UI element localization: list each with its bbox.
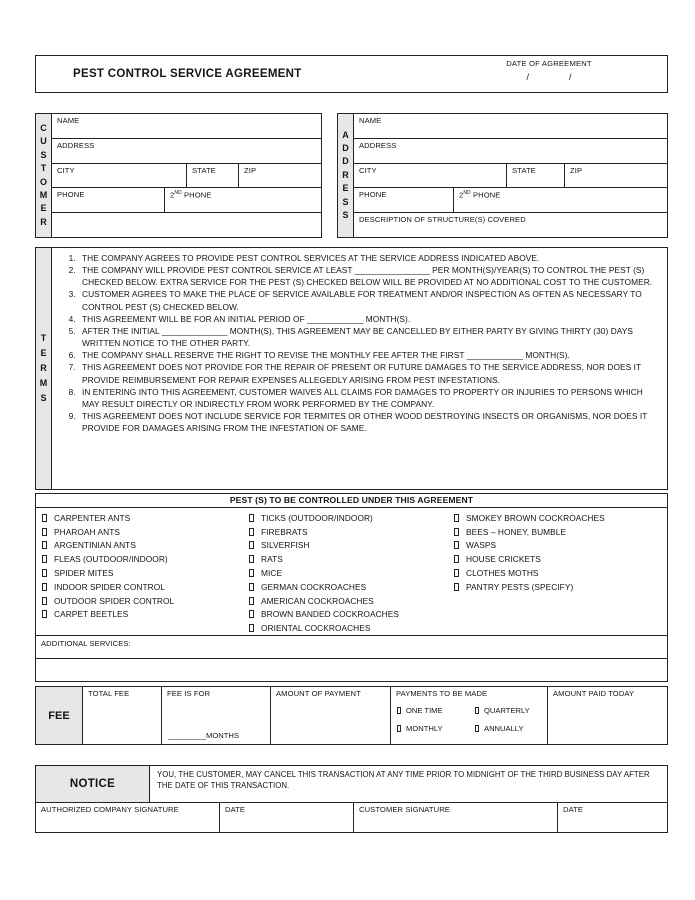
pest-option[interactable]: GERMAN COCKROACHES — [249, 580, 454, 594]
customer-extra-field[interactable] — [52, 213, 321, 237]
checkbox-icon[interactable] — [454, 569, 459, 577]
notice-section — [35, 765, 668, 802]
company-signature-date-label: DATE — [225, 805, 246, 814]
checkbox-icon[interactable] — [42, 583, 47, 591]
customer-address-label: ADDRESS — [57, 140, 95, 150]
term-item: 5. AFTER THE INITIAL ______________ MONTH(S), THIS AGREEMENT MAY BE CANCELLED BY EITHER PARTY BY GIVING THIRTY (30) DAYS WRITTEN NOTICE TO THE OTHER PARTY. — [78, 325, 661, 349]
additional-services-label: ADDITIONAL SERVICES: — [41, 639, 131, 648]
pests-column-3 — [454, 511, 664, 635]
service-second-phone-label: 2ND PHONE — [459, 190, 501, 200]
pest-option[interactable]: BROWN BANDED COCKROACHES — [249, 608, 454, 622]
date-slash: / — [526, 72, 529, 82]
service-address-field[interactable] — [354, 139, 667, 163]
address-side-label: ADDRESS — [342, 129, 349, 221]
checkbox-icon[interactable] — [249, 597, 254, 605]
fee-side-label: FEE — [36, 687, 82, 744]
pests-section-title: PEST (S) TO BE CONTROLLED UNDER THIS AGREEMENT — [36, 494, 667, 508]
customer-zip-label: ZIP — [244, 165, 257, 175]
service-second-phone-field[interactable] — [453, 188, 667, 212]
checkbox-icon[interactable] — [249, 541, 254, 549]
customer-signature-date-field[interactable] — [557, 803, 667, 832]
payment-option-annually[interactable]: ANNUALLY — [475, 724, 547, 733]
customer-side-strip — [36, 114, 52, 237]
form-header — [35, 55, 668, 93]
checkbox-icon[interactable] — [42, 541, 47, 549]
pests-section — [35, 493, 668, 682]
amount-paid-today-field[interactable] — [547, 687, 667, 744]
checkbox-icon[interactable] — [42, 610, 47, 618]
terms-section — [35, 247, 668, 490]
term-item: 6. THE COMPANY SHALL RESERVE THE RIGHT TO REVISE THE MONTHLY FEE AFTER THE FIRST ____________ MONTH(S). — [78, 349, 661, 361]
term-item: 3. CUSTOMER AGREES TO MAKE THE PLACE OF SERVICE AVAILABLE FOR TREATMENT AND/OR INSPECTION AS OFTEN AS NECESSARY TO CONTROL PEST (S) CHECKED BELOW. — [78, 288, 661, 312]
pest-option[interactable]: WASPS — [454, 539, 664, 553]
checkbox-icon[interactable] — [397, 725, 401, 732]
service-name-field[interactable] — [354, 114, 667, 138]
term-item: 2. THE COMPANY WILL PROVIDE PEST CONTROL SERVICE AT LEAST ________________ PER MONTH(S)/YEAR(S) TO CONTROL THE PEST (S) CHECKED BELOW. EXTRA SERVICE FOR THE PEST (S) CHECKED BELOW WILL BE PROVIDED AT NO ADDITIONAL COST TO THE CUSTOMER. — [78, 264, 661, 288]
fee-is-for-label: FEE IS FOR — [167, 689, 211, 698]
terms-side-strip — [36, 248, 52, 489]
checkbox-icon[interactable] — [249, 514, 254, 522]
pest-option[interactable]: PANTRY PESTS (SPECIFY) — [454, 580, 664, 594]
pest-option[interactable]: SPIDER MITES — [42, 566, 249, 580]
structure-description-field[interactable] — [354, 213, 667, 237]
pest-option[interactable]: ARGENTINIAN ANTS — [42, 539, 249, 553]
pest-option[interactable]: FLEAS (OUTDOOR/INDOOR) — [42, 552, 249, 566]
pest-option[interactable]: SILVERFISH — [249, 539, 454, 553]
checkbox-icon[interactable] — [42, 569, 47, 577]
checkbox-icon[interactable] — [475, 707, 479, 714]
notice-text: YOU, THE CUSTOMER, MAY CANCEL THIS TRANSACTION AT ANY TIME PRIOR TO MIDNIGHT OF THE THIRD BUSINESS DAY AFTER THE DATE OF THIS TRANSACTION. — [157, 770, 650, 790]
customer-city-label: CITY — [57, 165, 75, 175]
checkbox-icon[interactable] — [249, 569, 254, 577]
amount-paid-today-label: AMOUNT PAID TODAY — [553, 689, 635, 698]
pest-option[interactable]: OUTDOOR SPIDER CONTROL — [42, 594, 249, 608]
pest-option[interactable]: INDOOR SPIDER CONTROL — [42, 580, 249, 594]
service-city-label: CITY — [359, 165, 377, 175]
fee-months-blank[interactable]: _________MONTHS — [168, 731, 239, 740]
date-slash: / — [569, 72, 572, 82]
service-address-label: ADDRESS — [359, 140, 397, 150]
pest-option[interactable]: HOUSE CRICKETS — [454, 552, 664, 566]
customer-city-field[interactable] — [52, 164, 186, 188]
authorized-company-signature-field[interactable] — [36, 803, 219, 832]
checkbox-icon[interactable] — [397, 707, 401, 714]
page-title: PEST CONTROL SERVICE AGREEMENT — [73, 68, 302, 80]
customer-state-label: STATE — [192, 165, 216, 175]
additional-services-extra-field[interactable] — [36, 658, 667, 683]
pest-option[interactable]: TICKS (OUTDOOR/INDOOR) — [249, 511, 454, 525]
checkbox-icon[interactable] — [454, 514, 459, 522]
checkbox-icon[interactable] — [249, 555, 254, 563]
checkbox-icon[interactable] — [249, 583, 254, 591]
amount-of-payment-label: AMOUNT OF PAYMENT — [276, 689, 361, 698]
term-item: 9. THIS AGREEMENT DOES NOT INCLUDE SERVICE FOR TERMITES OR OTHER WOOD DESTROYING INSECTS OR ORGANISMS, NOR DOES IT PROVIDE FOR DAMAGES ARISING FROM THE INFESTATION OF SAME. — [78, 410, 661, 434]
customer-section — [35, 113, 322, 238]
payments-to-be-made-field — [390, 687, 547, 744]
service-phone-field[interactable] — [354, 188, 453, 212]
terms-list — [52, 252, 661, 434]
customer-signature-label: CUSTOMER SIGNATURE — [359, 805, 450, 814]
fee-section — [35, 686, 668, 745]
notice-side-label: NOTICE — [36, 766, 150, 802]
customer-phone-field[interactable] — [52, 188, 164, 212]
term-item: 7. THIS AGREEMENT DOES NOT PROVIDE FOR THE REPAIR OF PRESENT OR FUTURE DAMAGES TO THE SERVICE ADDRESS, NOR DOES IT PROVIDE REIMBURSEMENT FOR REPAIR EXPENSES ALLEGEDLY ARISING FROM PEST INFESTATIONS. — [78, 361, 661, 385]
payment-options — [397, 706, 547, 733]
signature-section — [35, 802, 668, 833]
amount-of-payment-field[interactable] — [270, 687, 390, 744]
total-fee-field[interactable] — [82, 687, 161, 744]
checkbox-icon[interactable] — [454, 555, 459, 563]
pest-option[interactable]: ORIENTAL COCKROACHES — [249, 621, 454, 635]
checkbox-icon[interactable] — [475, 725, 479, 732]
customer-zip-field[interactable] — [238, 164, 321, 188]
address-side-strip — [338, 114, 354, 237]
service-zip-label: ZIP — [570, 165, 583, 175]
checkbox-icon[interactable] — [249, 528, 254, 536]
term-item: 4. THIS AGREEMENT WILL BE FOR AN INITIAL PERIOD OF ____________ MONTH(S). — [78, 313, 661, 325]
checkbox-icon[interactable] — [249, 624, 254, 632]
customer-signature-date-label: DATE — [563, 805, 584, 814]
service-state-label: STATE — [512, 165, 536, 175]
terms-side-label: TERMS — [39, 333, 48, 403]
pest-option[interactable]: MICE — [249, 566, 454, 580]
pest-option[interactable]: RATS — [249, 552, 454, 566]
payments-to-be-made-label: PAYMENTS TO BE MADE — [396, 689, 488, 698]
pests-column-1 — [42, 511, 249, 635]
checkbox-icon[interactable] — [42, 555, 47, 563]
term-item: 8. IN ENTERING INTO THIS AGREEMENT, CUSTOMER WAIVES ALL CLAIMS FOR DAMAGES TO PROPERTY OR INJURIES TO PERSONS WHICH MAY RESULT DIRECTLY OR INDIRECTLY FROM WORK PERFORMED BY THE COMPANY. — [78, 386, 661, 410]
service-phone-label: PHONE — [359, 190, 387, 200]
checkbox-icon[interactable] — [42, 597, 47, 605]
payment-option-one-time[interactable]: ONE TIME — [397, 706, 475, 715]
checkbox-icon[interactable] — [249, 610, 254, 618]
pests-checkbox-grid — [36, 508, 667, 635]
pest-option[interactable]: SMOKEY BROWN COCKROACHES — [454, 511, 664, 525]
additional-services-field[interactable] — [36, 635, 667, 658]
service-name-label: NAME — [359, 116, 382, 125]
pest-option[interactable]: AMERICAN COCKROACHES — [249, 594, 454, 608]
date-of-agreement — [469, 59, 629, 82]
customer-phone-label: PHONE — [57, 190, 85, 200]
authorized-company-signature-label: AUTHORIZED COMPANY SIGNATURE — [41, 805, 179, 814]
date-of-agreement-field[interactable] — [469, 72, 629, 82]
checkbox-icon[interactable] — [42, 528, 47, 536]
customer-address-field[interactable] — [52, 139, 321, 163]
pests-column-2 — [249, 511, 454, 635]
pest-option[interactable]: CARPENTER ANTS — [42, 511, 249, 525]
total-fee-label: TOTAL FEE — [88, 689, 130, 698]
service-zip-field[interactable] — [564, 164, 667, 188]
service-address-section — [337, 113, 668, 238]
pest-option[interactable]: CARPET BEETLES — [42, 608, 249, 622]
customer-signature-field[interactable] — [353, 803, 557, 832]
customer-side-label: CUSTOMER — [39, 122, 48, 227]
company-signature-date-field[interactable] — [219, 803, 353, 832]
service-city-field[interactable] — [354, 164, 506, 188]
customer-second-phone-label: 2ND PHONE — [170, 190, 212, 200]
structure-description-label: DESCRIPTION OF STRUCTURE(S) COVERED — [359, 215, 526, 225]
payment-option-monthly[interactable]: MONTHLY — [397, 724, 475, 733]
customer-name-field[interactable] — [52, 114, 321, 138]
pest-option[interactable]: FIREBRATS — [249, 525, 454, 539]
checkbox-icon[interactable] — [42, 514, 47, 522]
checkbox-icon[interactable] — [454, 528, 459, 536]
pest-option[interactable]: BEES – HONEY, BUMBLE — [454, 525, 664, 539]
customer-name-label: NAME — [57, 116, 80, 125]
term-item: 1. THE COMPANY AGREES TO PROVIDE PEST CONTROL SERVICES AT THE SERVICE ADDRESS INDICATED ABOVE. — [78, 252, 661, 264]
checkbox-icon[interactable] — [454, 583, 459, 591]
fee-is-for-field[interactable] — [161, 687, 270, 744]
payment-option-quarterly[interactable]: QUARTERLY — [475, 706, 547, 715]
date-of-agreement-label: DATE OF AGREEMENT — [506, 59, 592, 68]
customer-state-field[interactable] — [186, 164, 238, 188]
pest-option[interactable]: CLOTHES MOTHS — [454, 566, 664, 580]
pest-option[interactable]: PHAROAH ANTS — [42, 525, 249, 539]
customer-second-phone-field[interactable] — [164, 188, 321, 212]
service-state-field[interactable] — [506, 164, 564, 188]
checkbox-icon[interactable] — [454, 541, 459, 549]
